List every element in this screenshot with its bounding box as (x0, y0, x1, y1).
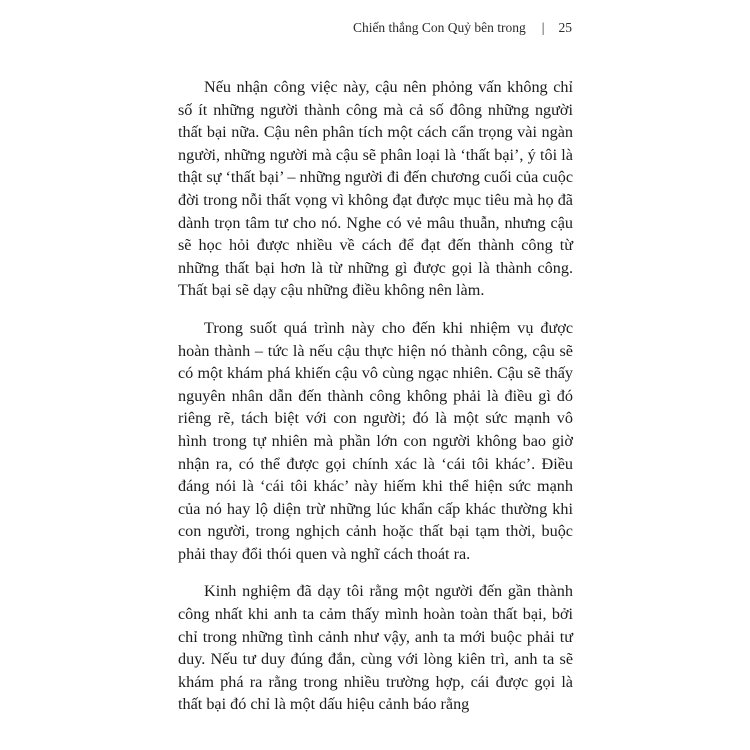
chapter-title: Chiến thắng Con Quỷ bên trong (352, 20, 526, 35)
page-number: 25 (558, 20, 572, 35)
header-separator: | (541, 20, 545, 35)
paragraph-2: Trong suốt quá trình này cho đến khi nhiệm vụ được hoàn thành – tức là nếu cậu thực hiện nó thành công, cậu sẽ có một khám phá khiến cậu vô cùng ngạc nhiên. Cậu sẽ thấy nguyên nhân dẫn đến thành công không phải là điều gì đó riêng rẽ, tách biệt với con người; đó là một sức mạnh vô hình trong tự nhiên mà phần lớn con người không bao giờ nhận ra, có thể được gọi chính xác là ‘cái tôi khác’. Điều đáng nói là ‘cái tôi khác’ này hiếm khi thể hiện sức mạnh của nó hay lộ diện trừ những lúc khẩn cấp khác thường khi con người, trong nghịch cảnh hoặc thất bại tạm thời, buộc phải thay đổi thói quen và nghĩ cách thoát ra. (178, 318, 573, 563)
body-text (178, 76, 573, 716)
paragraph-1: Nếu nhận công việc này, cậu nên phỏng vấn không chỉ số ít những người thành công mà cả số đông những người thất bại nữa. Cậu nên phân tích một cách cẩn trọng vài ngàn người, những người mà cậu sẽ phân loại là ‘thất bại’, ý tôi là thật sự ‘thất bại’ – những người đi đến chương cuối của cuộc đời trong nỗi thất vọng vì không đạt được mục tiêu mà họ đã dành trọn tâm tư cho nó. Nghe có vẻ mâu thuẫn, nhưng cậu sẽ học hỏi được nhiều về cách để đạt đến thành công từ những thất bại hơn là từ những gì được gọi là thành công. Thất bại sẽ dạy cậu những điều không nên làm. (178, 78, 573, 300)
running-header (353, 20, 572, 36)
paragraph-3: Kinh nghiệm đã dạy tôi rằng một người đến gần thành công nhất khi anh ta cảm thấy mình hoàn toàn thất bại, bởi chỉ trong những tình cảnh như vậy, anh ta mới buộc phải tư duy. Nếu tư duy đúng đắn, cùng với lòng kiên trì, anh ta sẽ khám phá ra rằng trong nhiều trường hợp, cái được gọi là thất bại đó chỉ là một dấu hiệu cảnh báo rằng (178, 582, 573, 714)
